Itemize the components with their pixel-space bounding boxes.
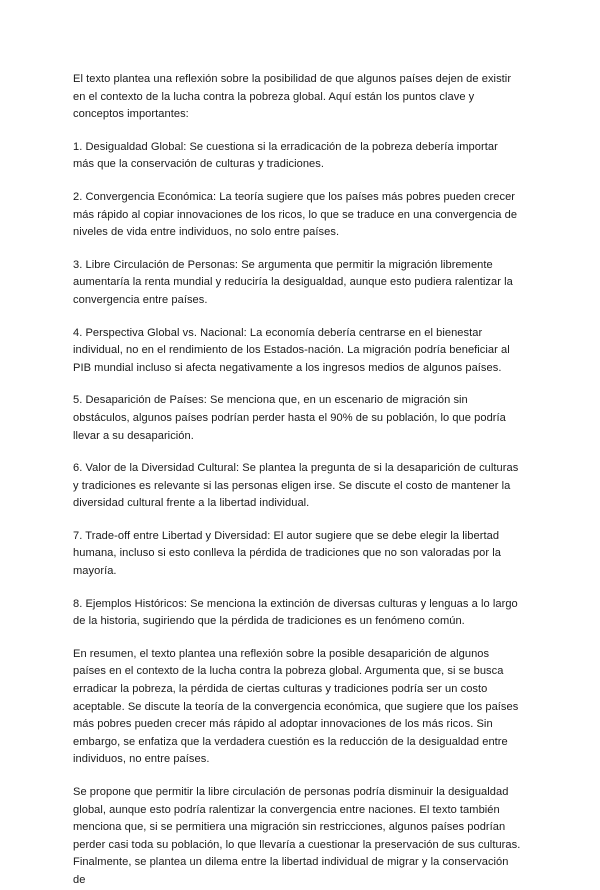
point-1-paragraph: 1. Desigualdad Global: Se cuestiona si la erradicación de la pobreza debería importar más que la conservación de culturas y tradiciones. <box>73 140 498 171</box>
intro-paragraph: El texto plantea una reflexión sobre la posibilidad de que algunos países dejen de existir en el contexto de la lucha contra la pobreza global. Aquí están los puntos clave y conceptos importantes: <box>73 73 512 121</box>
point-7-paragraph: 7. Trade-off entre Libertad y Diversidad: El autor sugiere que se debe elegir la libertad humana, incluso si esto conlleva la pérdida de tradiciones que no son valoradas por la mayoría. <box>73 529 501 578</box>
summary-paragraph-2: Se propone que permitir la libre circulación de personas podría disminuir la desigualdad global, aunque esto podría ralentizar la convergencia entre naciones. El texto también menciona que, si se permitiera una migración sin restricciones, algunos países podrían perder casi toda su población, lo que llevaría a cuestionar la preservación de sus culturas. Finalmente, se plantea un dilema entre la libertad individual de migrar y la conservación de <box>73 786 521 886</box>
point-3-paragraph: 3. Libre Circulación de Personas: Se argumenta que permitir la migración libremente aumentaría la renta mundial y reduciría la desigualdad, aunque esto pudiera ralentizar la convergencia entre países. <box>73 258 513 306</box>
point-8-paragraph: 8. Ejemplos Históricos: Se menciona la extinción de diversas culturas y lenguas a lo largo de la historia, sugiriendo que la pérdida de tradiciones es un fenómeno común. <box>73 597 518 628</box>
point-5-paragraph: 5. Desaparición de Países: Se menciona que, en un escenario de migración sin obstáculos, algunos países podrían perder hasta el 90% de su población, lo que podría llevar a su desaparición. <box>73 394 506 442</box>
summary-paragraph-1: En resumen, el texto plantea una reflexión sobre la posible desaparición de algunos países en el contexto de la lucha contra la pobreza global. Argumenta que, si se busca erradicar la pobreza, la pérdida de ciertas culturas y tradiciones podría ser un costo aceptable. Se discute la teoría de la convergencia económica, que sugiere que los países más pobres pueden crecer más rápido al adoptar innovaciones de los más ricos. Sin embargo, se enfatiza que la verdadera cuestión es la reducción de la desigualdad entre individuos, no entre países. <box>73 647 519 766</box>
point-4-paragraph: 4. Perspectiva Global vs. Nacional: La economía debería centrarse en el bienestar individual, no en el rendimiento de los Estados-nación. La migración podría beneficiar al PIB mundial incluso si afecta negativamente a los ingresos medios de algunos países. <box>73 326 510 374</box>
point-2-paragraph: 2. Convergencia Económica: La teoría sugiere que los países más pobres pueden crecer más rápido al copiar innovaciones de los ricos, lo que se traduce en una convergencia de niveles de vida entre individuos, no solo entre países. <box>73 190 518 239</box>
point-6-paragraph: 6. Valor de la Diversidad Cultural: Se plantea la pregunta de si la desaparición de culturas y tradiciones es relevante si las personas eligen irse. Se discute el costo de mantener la diversidad cultural frente a la libertad individual. <box>73 462 519 510</box>
